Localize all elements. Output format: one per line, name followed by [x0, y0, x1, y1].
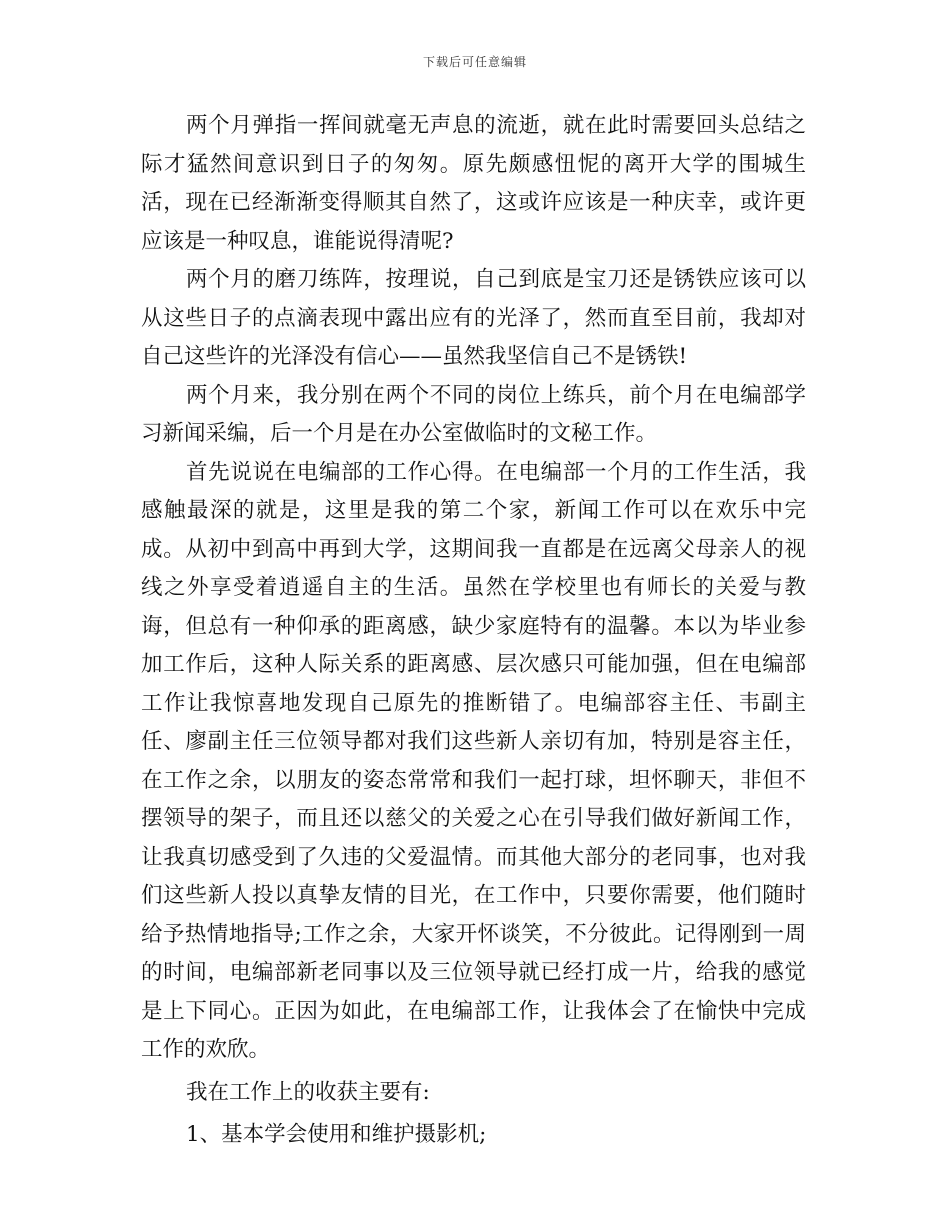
paragraph: 两个月来，我分别在两个不同的岗位上练兵，前个月在电编部学习新闻采编，后一个月是在办公室做临时的文秘工作。 [141, 382, 806, 446]
paragraph: 两个月的磨刀练阵，按理说，自己到底是宝刀还是锈铁应该可以从这些日子的点滴表现中露出应有的光泽了，然而直至目前，我却对自己这些许的光泽没有信心——虽然我坚信自己不是锈铁! [141, 267, 806, 369]
header-note: 下载后可任意编辑 [422, 55, 527, 69]
list-item: 1、基本学会使用和维护摄影机; [186, 1122, 487, 1147]
document-body [141, 107, 806, 1155]
paragraph: 首先说说在电编部的工作心得。在电编部一个月的工作生活，我感触最深的就是，这里是我的第二个家，新闻工作可以在欢乐中完成。从初中到高中再到大学，这期间我一直都是在远离父母亲人的视线之外享受着逍遥自主的生活。虽然在学校里也有师长的关爱与教诲，但总有一种仰承的距离感，缺少家庭特有的温馨。本以为毕业参加工作后，这种人际关系的距离感、层次感只可能加强，但在电编部工作让我惊喜地发现自己原先的推断错了。电编部容主任、韦副主任、廖副主任三位领导都对我们这些新人亲切有加，特别是容主任，在工作之余，以朋友的姿态常常和我们一起打球，坦怀聊天，非但不摆领导的架子，而且还以慈父的关爱之心在引导我们做好新闻工作，让我真切感受到了久违的父爱温情。而其他大部分的老同事，也对我们这些新人投以真挚友情的目光，在工作中，只要你需要，他们随时给予热情地指导;工作之余，大家开怀谈笑，不分彼此。记得刚到一周的时间，电编部新老同事以及三位领导就已经打成一片，给我的感觉是上下同心。正因为如此，在电编部工作，让我体会了在愉快中完成工作的欢欣。 [141, 459, 806, 1062]
paragraph: 两个月弹指一挥间就毫无声息的流逝，就在此时需要回头总结之际才猛然间意识到日子的匆匆。原先颇感忸怩的离开大学的围城生活，现在已经渐渐变得顺其自然了，这或许应该是一种庆幸，或许更应该是一种叹息，谁能说得清呢? [141, 113, 806, 254]
list-intro: 我在工作上的收获主要有: [186, 1079, 430, 1105]
